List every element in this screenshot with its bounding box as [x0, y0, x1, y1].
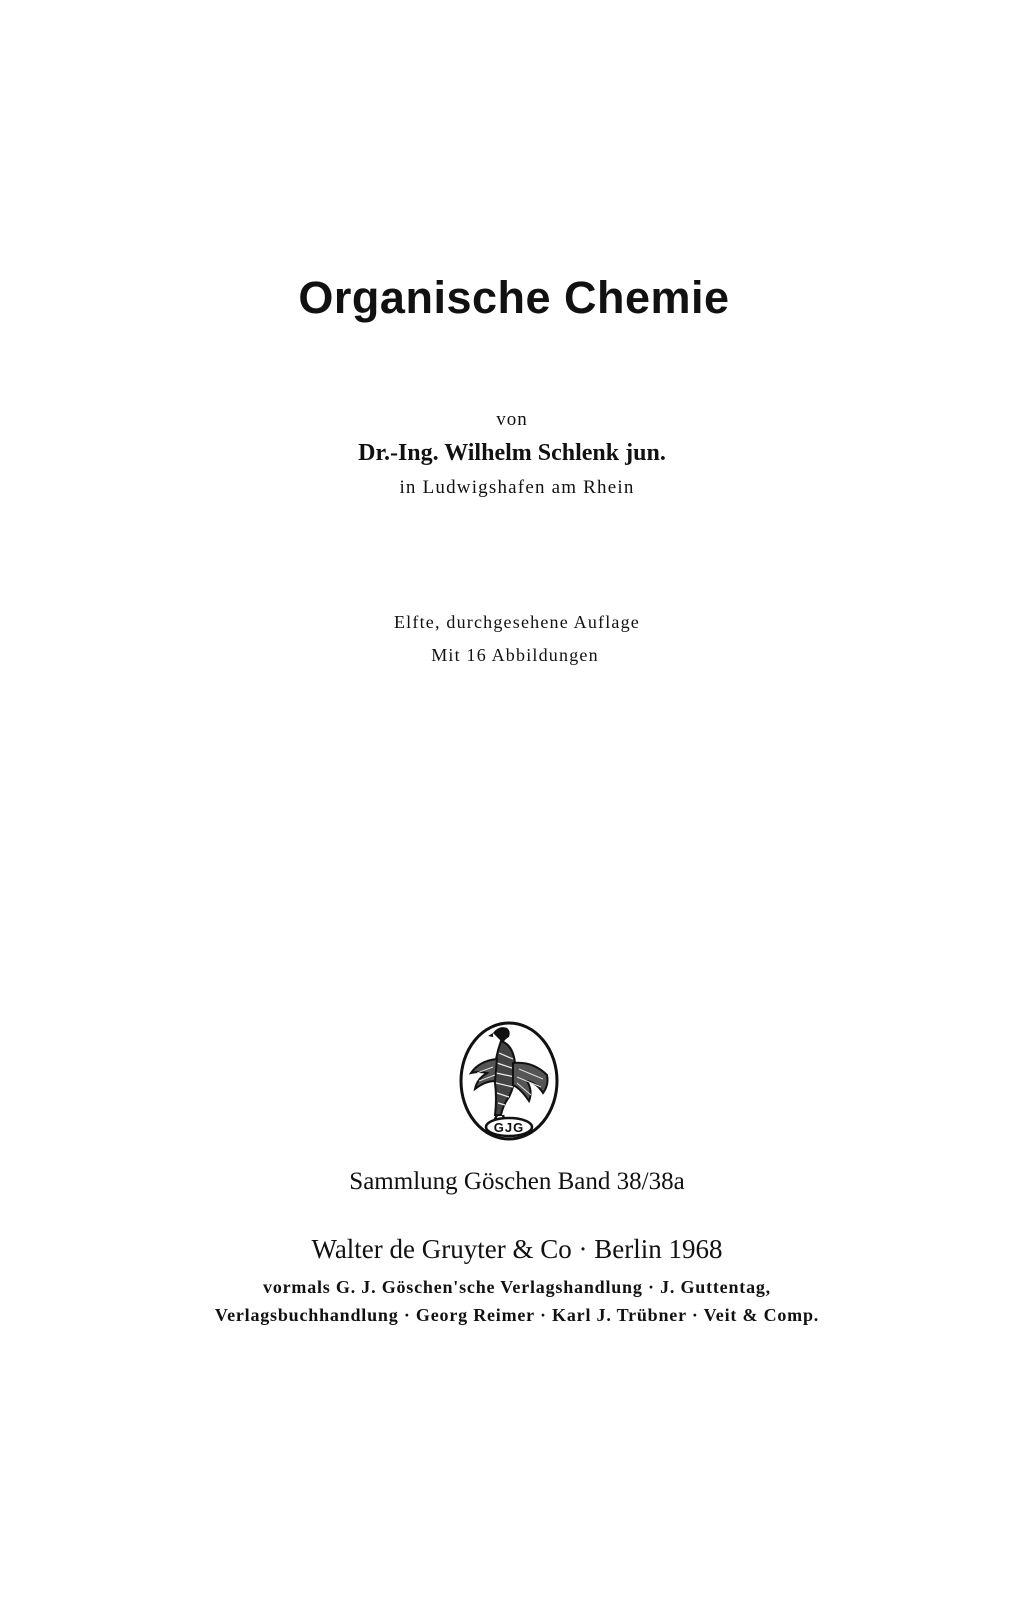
edition-note: Elfte, durchgesehene Auflage — [393, 612, 640, 632]
logo-initials: GJG — [493, 1120, 525, 1135]
publisher-name: Walter de Gruyter & Co · Berlin 1968 — [311, 1234, 723, 1264]
book-title: Organische Chemie — [298, 272, 730, 323]
illustrations-note: Mit 16 Abbildungen — [431, 645, 599, 665]
eagle-emblem-icon — [457, 1019, 561, 1145]
by-label: von — [496, 409, 528, 430]
series-title: Sammlung Göschen Band 38/38a — [349, 1168, 685, 1195]
author-location: in Ludwigshafen am Rhein — [399, 477, 635, 498]
publisher-history-line-1: vormals G. J. Göschen'sche Verlagshandlung · J. Guttentag, — [263, 1277, 771, 1297]
author-name: Dr.-Ing. Wilhelm Schlenk jun. — [358, 440, 666, 466]
publisher-history-line-2: Verlagsbuchhandlung · Georg Reimer · Karl J. Trübner · Veit & Comp. — [214, 1305, 820, 1325]
